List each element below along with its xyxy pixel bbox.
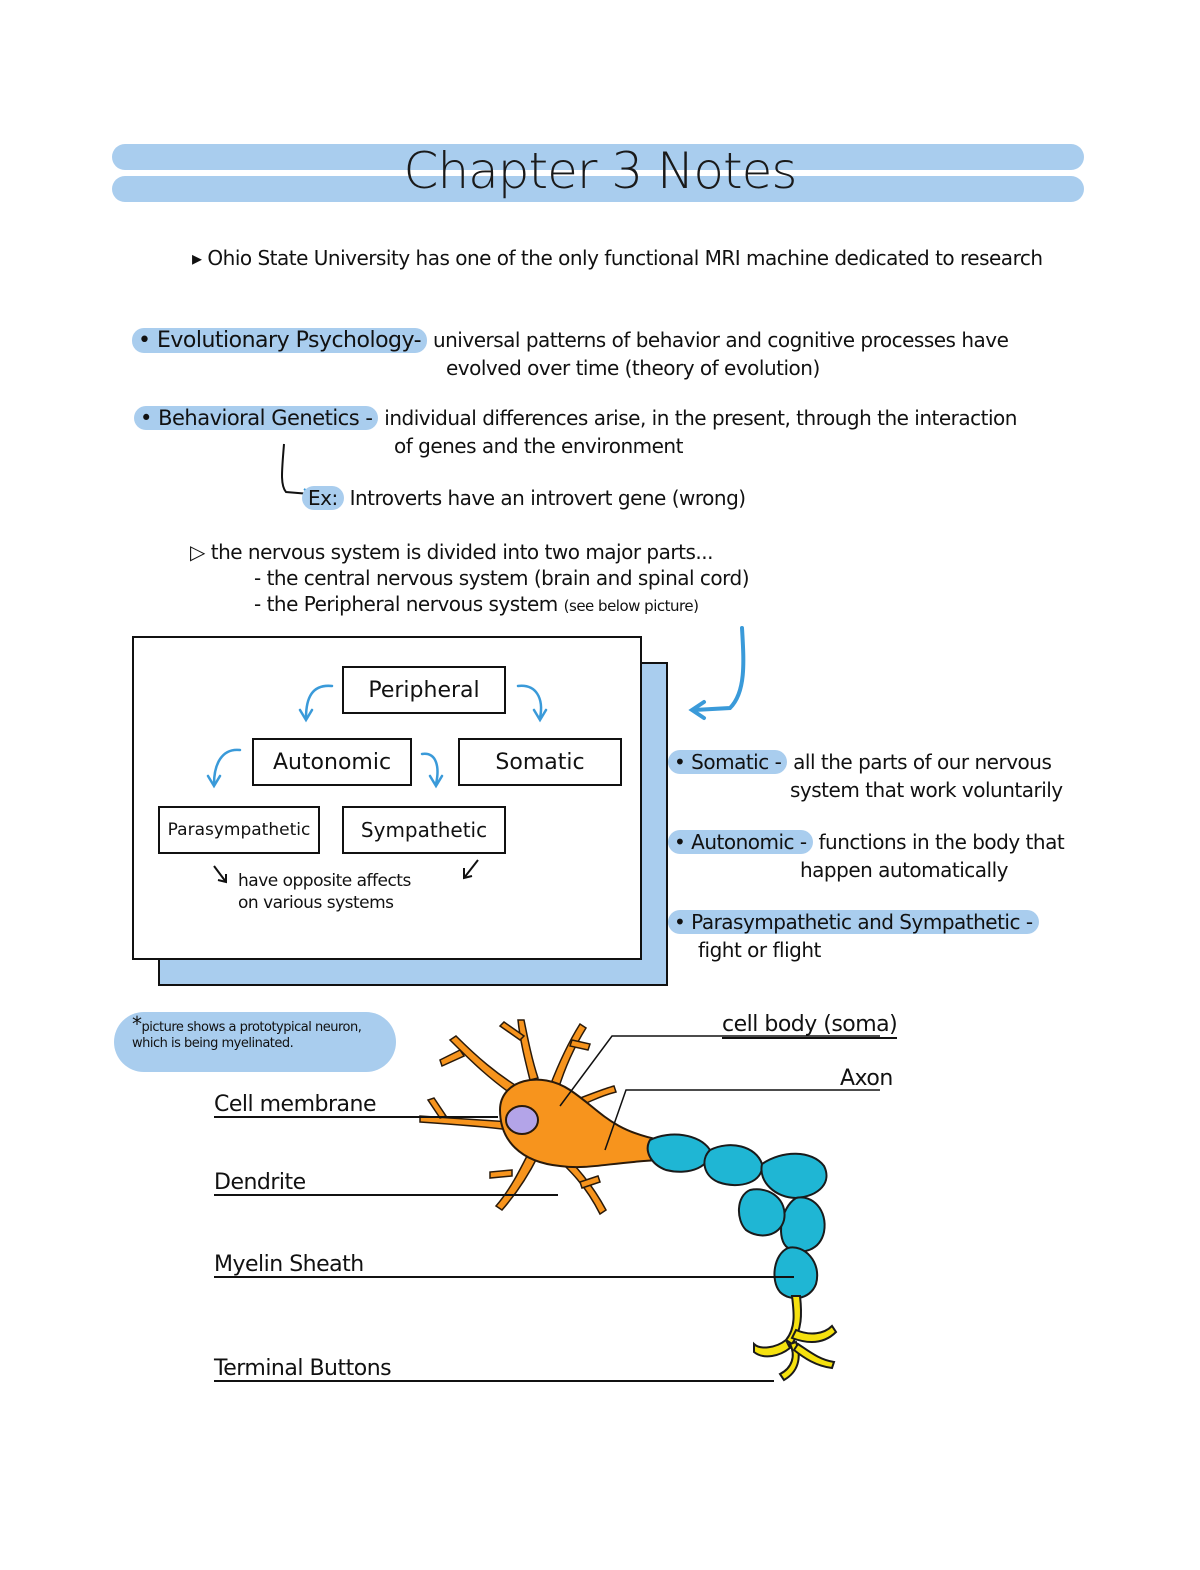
evo-psych-term: • Evolutionary Psychology- — [132, 328, 427, 353]
terminal-buttons-icon — [754, 1296, 836, 1380]
example-text: Introverts have an introvert gene (wrong) — [349, 486, 746, 510]
ns-line-2: - the central nervous system (brain and spinal cord) — [254, 566, 750, 590]
example-label: Ex: — [302, 486, 344, 510]
ns-line-3: - the Peripheral nervous system (see below picture) — [254, 592, 699, 616]
arrow-to-sympathetic-icon — [422, 754, 437, 784]
behavioral-genetics-def-2: of genes and the environment — [394, 434, 683, 458]
nucleus-icon — [506, 1106, 538, 1134]
arrow-bullet-icon: ▸ — [192, 246, 208, 270]
leader-cell-membrane — [214, 1116, 498, 1118]
evo-psych-entry — [132, 328, 1092, 353]
diagram-card — [132, 636, 642, 960]
box-sympathetic: Sympathetic — [342, 806, 506, 854]
neuron-note: *picture shows a prototypical neuron, which is being myelinated. — [132, 1012, 362, 1051]
label-terminal-buttons: Terminal Buttons — [214, 1356, 392, 1381]
def-somatic-term: • Somatic - — [668, 750, 787, 774]
behavioral-genetics-term: • Behavioral Genetics - — [134, 406, 378, 430]
leader-cell-body — [560, 1036, 880, 1106]
ns-line-3-note: (see below picture) — [563, 597, 699, 615]
def-ps-term: • Parasympathetic and Sympathetic - — [668, 910, 1039, 934]
box-parasympathetic: Parasympathetic — [158, 806, 320, 854]
box-peripheral: Peripheral — [342, 666, 506, 714]
example-line — [302, 486, 746, 510]
diagram-note: have opposite affects on various systems — [238, 871, 411, 913]
def-autonomic-2: happen automatically — [800, 858, 1009, 882]
osu-text: Ohio State University has one of the only functional MRI machine dedicated to research — [207, 246, 1043, 270]
def-autonomic-term: • Autonomic - — [668, 830, 813, 854]
page-title: Chapter 3 Notes — [403, 142, 797, 200]
bullet-osu — [192, 246, 1052, 270]
curved-arrow-icon — [680, 622, 760, 722]
arrow-to-somatic-icon — [518, 686, 541, 718]
evo-psych-def-1: universal patterns of behavior and cognitive processes have — [432, 328, 1009, 352]
label-cell-body: cell body (soma) — [722, 1012, 898, 1037]
def-somatic: • Somatic - all the parts of our nervous — [668, 750, 1051, 774]
def-ps-2: fight or flight — [698, 938, 821, 962]
label-axon: Axon — [840, 1066, 893, 1091]
leader-myelin-sheath — [214, 1276, 794, 1278]
box-autonomic: Autonomic — [252, 738, 412, 786]
behavioral-genetics-entry — [134, 406, 1094, 430]
ns-line-1: ▷ the nervous system is divided into two major parts... — [190, 540, 713, 564]
label-cell-membrane: Cell membrane — [214, 1092, 376, 1117]
myelin-sheath-icon — [648, 1135, 827, 1299]
asterisk-icon: * — [132, 1012, 142, 1036]
def-ps — [668, 910, 1039, 934]
neuron-illustration — [400, 1000, 880, 1400]
arrow-bullet-icon: ▷ — [190, 540, 211, 564]
label-myelin-sheath: Myelin Sheath — [214, 1252, 364, 1277]
leader-terminal-buttons — [214, 1380, 774, 1382]
label-dendrite: Dendrite — [214, 1170, 306, 1195]
evo-psych-def-2: evolved over time (theory of evolution) — [446, 356, 820, 380]
box-somatic: Somatic — [458, 738, 622, 786]
behavioral-genetics-def-1: individual differences arise, in the present, through the interaction — [384, 406, 1017, 430]
def-somatic-2: system that work voluntarily — [790, 778, 1063, 802]
leader-dendrite — [214, 1194, 558, 1196]
def-autonomic: • Autonomic - functions in the body that — [668, 830, 1064, 854]
